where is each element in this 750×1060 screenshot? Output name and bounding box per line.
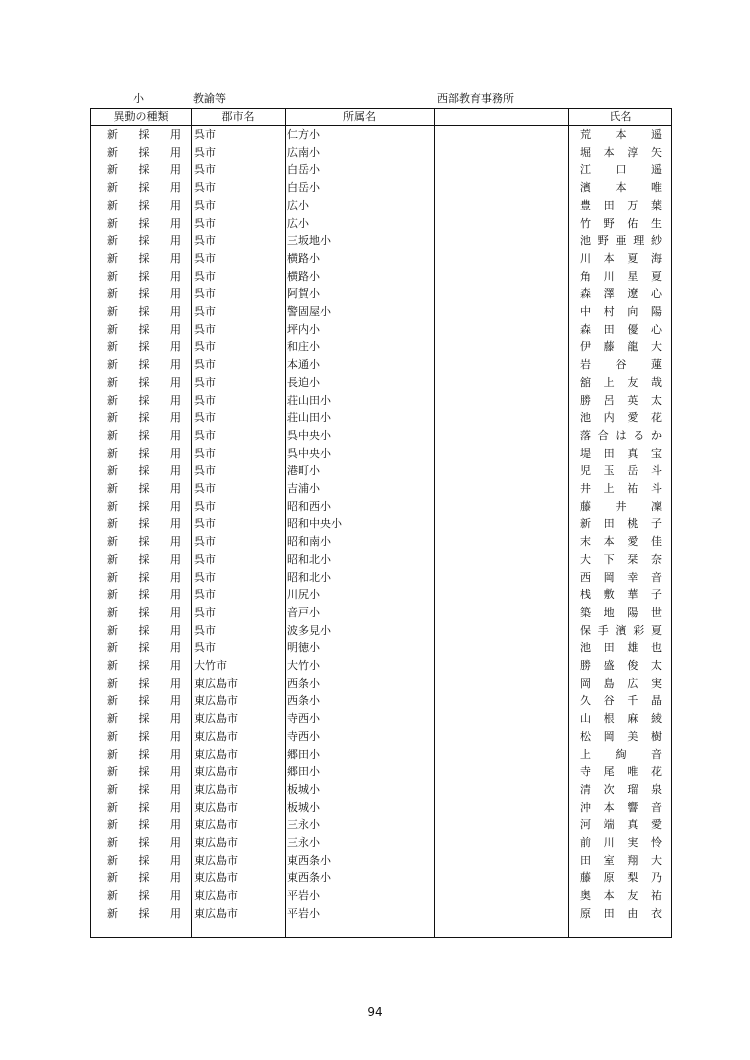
- row-name: 原 田 由 衣: [580, 906, 662, 920]
- row-name: 江 口 遥: [580, 163, 662, 177]
- table-row: [91, 586, 671, 604]
- row-name: 寺 尾 唯 花: [580, 765, 662, 779]
- row-kind: 新 採 用: [107, 818, 181, 832]
- row-kind: 新 採 用: [107, 393, 181, 407]
- table-row: [91, 533, 671, 551]
- table-row: [91, 799, 671, 817]
- row-name: 井 上 祐 斗: [580, 482, 662, 495]
- row-school: 郷田小: [287, 765, 320, 779]
- row-school: 寺西小: [287, 729, 320, 743]
- row-name: 中 村 向 陽: [580, 305, 662, 318]
- table-row: [91, 675, 671, 693]
- row-city: 呉市: [194, 517, 216, 531]
- row-name: 藤 原 梨 乃: [580, 871, 662, 885]
- table-row: [91, 268, 671, 286]
- row-school: 音戸小: [287, 605, 320, 619]
- table-row: [91, 746, 671, 764]
- row-name: 森 田 優 心: [580, 322, 662, 336]
- row-kind: 新 採 用: [107, 535, 181, 549]
- row-city: 呉市: [194, 269, 216, 283]
- row-school: 東西条小: [287, 871, 331, 885]
- row-school: 長迫小: [287, 375, 320, 389]
- row-kind: 新 採 用: [107, 694, 181, 708]
- row-name: 前 川 実 怜: [580, 836, 662, 849]
- row-kind: 新 採 用: [107, 729, 181, 743]
- table-row: [91, 852, 671, 870]
- table-row: [91, 462, 671, 480]
- row-school: 広小: [287, 216, 309, 230]
- row-city: 大竹市: [194, 659, 227, 672]
- row-kind: 新 採 用: [107, 375, 181, 389]
- row-city: 呉市: [194, 128, 216, 141]
- row-school: 広南小: [287, 145, 320, 159]
- row-kind: 新 採 用: [107, 251, 181, 265]
- row-school: 大竹小: [287, 659, 320, 672]
- row-kind: 新 採 用: [107, 145, 181, 159]
- row-school: 西条小: [287, 676, 320, 690]
- row-name: 上 絢 音: [580, 747, 662, 761]
- row-kind: 新 採 用: [107, 322, 181, 336]
- row-name: 岩 谷 蓮: [580, 358, 662, 372]
- row-name: 川 本 夏 海: [580, 251, 662, 265]
- row-school: 昭和北小: [287, 570, 331, 584]
- row-city: 呉市: [194, 464, 216, 478]
- row-kind: 新 採 用: [107, 411, 181, 425]
- row-name: 落 合 は る か: [580, 428, 662, 442]
- column-header-kind: 異動の種類: [113, 110, 169, 123]
- table-row: [91, 285, 671, 303]
- personnel-table: [90, 108, 672, 938]
- row-school: 板城小: [287, 782, 320, 796]
- row-school: 板城小: [287, 800, 320, 814]
- row-name: 竹 野 佑 生: [580, 216, 662, 230]
- row-city: 呉市: [194, 428, 216, 442]
- table-row: [91, 374, 671, 392]
- row-school: 郷田小: [287, 747, 320, 761]
- row-city: 東広島市: [194, 765, 238, 779]
- row-city: 呉市: [194, 340, 216, 354]
- row-city: 東広島市: [194, 729, 238, 743]
- row-school: 波多見小: [287, 623, 331, 637]
- row-kind: 新 採 用: [107, 836, 181, 849]
- row-school: 坪内小: [287, 322, 320, 336]
- row-kind: 新 採 用: [107, 871, 181, 885]
- row-name: 西 岡 幸 音: [580, 570, 662, 584]
- row-kind: 新 採 用: [107, 216, 181, 230]
- table-row: [91, 338, 671, 356]
- row-city: 東広島市: [194, 818, 238, 832]
- row-kind: 新 採 用: [107, 800, 181, 814]
- row-name: 堀 本 淳 矢: [580, 145, 662, 159]
- table-row: [91, 303, 671, 321]
- row-school: 平岩小: [287, 906, 320, 920]
- column-header-city: 郡市名: [221, 110, 255, 123]
- header-level: 小: [133, 92, 144, 105]
- table-row: [91, 622, 671, 640]
- table-row: [91, 445, 671, 463]
- row-city: 東広島市: [194, 782, 238, 796]
- page-number: 94: [367, 1005, 383, 1019]
- row-kind: 新 採 用: [107, 623, 181, 637]
- table-row: [91, 639, 671, 657]
- row-kind: 新 採 用: [107, 305, 181, 318]
- table-row: [91, 692, 671, 710]
- row-city: 呉市: [194, 145, 216, 159]
- row-kind: 新 採 用: [107, 234, 181, 248]
- row-city: 呉市: [194, 482, 216, 495]
- row-city: 呉市: [194, 251, 216, 265]
- row-city: 呉市: [194, 198, 216, 212]
- column-header-name: 氏名: [609, 110, 632, 123]
- table-row: [91, 834, 671, 852]
- row-kind: 新 採 用: [107, 198, 181, 212]
- row-city: 呉市: [194, 375, 216, 389]
- row-kind: 新 採 用: [107, 676, 181, 690]
- row-kind: 新 採 用: [107, 889, 181, 903]
- table-row: [91, 515, 671, 533]
- row-name: 松 岡 美 樹: [580, 729, 662, 743]
- row-city: 呉市: [194, 216, 216, 230]
- row-city: 呉市: [194, 305, 216, 318]
- row-city: 呉市: [194, 535, 216, 549]
- row-name: 池 内 愛 花: [580, 411, 662, 425]
- table-row: [91, 905, 671, 923]
- table-row: [91, 356, 671, 374]
- table-row: [91, 409, 671, 427]
- row-name: 保 手 濱 彩 夏: [580, 623, 662, 637]
- row-school: 横路小: [287, 251, 320, 265]
- row-name: 勝 呂 英 太: [580, 393, 662, 407]
- table-row: [91, 161, 671, 179]
- row-school: 三永小: [287, 818, 320, 832]
- row-name: 角 川 星 夏: [580, 269, 662, 283]
- row-school: 荘山田小: [287, 411, 331, 425]
- row-city: 東広島市: [194, 694, 238, 708]
- row-kind: 新 採 用: [107, 181, 181, 195]
- row-kind: 新 採 用: [107, 605, 181, 619]
- row-kind: 新 採 用: [107, 853, 181, 867]
- row-kind: 新 採 用: [107, 747, 181, 761]
- row-city: 呉市: [194, 234, 216, 248]
- row-school: 明徳小: [287, 641, 320, 655]
- row-kind: 新 採 用: [107, 128, 181, 141]
- row-school: 横路小: [287, 269, 320, 283]
- row-kind: 新 採 用: [107, 659, 181, 672]
- row-school: 本通小: [287, 358, 320, 372]
- table-row: [91, 816, 671, 834]
- row-school: 白岳小: [287, 163, 320, 177]
- table-row: [91, 232, 671, 250]
- row-school: 東西条小: [287, 853, 331, 867]
- row-kind: 新 採 用: [107, 269, 181, 283]
- row-city: 東広島市: [194, 836, 238, 849]
- row-name: 堤 田 真 宝: [580, 446, 662, 460]
- table-row: [91, 781, 671, 799]
- row-kind: 新 採 用: [107, 552, 181, 566]
- row-city: 呉市: [194, 588, 216, 602]
- row-city: 呉市: [194, 446, 216, 460]
- row-school: 広小: [287, 198, 309, 212]
- row-school: 白岳小: [287, 181, 320, 195]
- row-school: 呉中央小: [287, 428, 331, 442]
- row-city: 呉市: [194, 641, 216, 655]
- table-row: [91, 657, 671, 675]
- row-name: 舘 上 友 哉: [580, 375, 662, 389]
- row-kind: 新 採 用: [107, 464, 181, 478]
- row-name: 奥 本 友 祐: [580, 889, 662, 903]
- row-name: 伊 藤 龍 大: [580, 340, 662, 354]
- row-city: 東広島市: [194, 889, 238, 903]
- table-row: [91, 144, 671, 162]
- row-name: 河 端 真 愛: [580, 818, 662, 832]
- row-kind: 新 採 用: [107, 570, 181, 584]
- row-city: 呉市: [194, 411, 216, 425]
- row-school: 川尻小: [287, 588, 320, 602]
- row-school: 平岩小: [287, 889, 320, 903]
- row-school: 西条小: [287, 694, 320, 708]
- table-row: [91, 215, 671, 233]
- row-name: 岡 島 広 実: [580, 676, 662, 690]
- table-row: [91, 763, 671, 781]
- row-city: 呉市: [194, 499, 216, 513]
- table-row: [91, 126, 671, 144]
- row-name: 勝 盛 俊 太: [580, 659, 662, 672]
- row-city: 呉市: [194, 605, 216, 619]
- table-row: [91, 321, 671, 339]
- row-name: 森 澤 遼 心: [580, 287, 662, 301]
- row-name: 末 本 愛 佳: [580, 535, 662, 549]
- row-kind: 新 採 用: [107, 482, 181, 495]
- table-row: [91, 179, 671, 197]
- table-row: [91, 427, 671, 445]
- table-row: [91, 392, 671, 410]
- row-kind: 新 採 用: [107, 765, 181, 779]
- row-school: 阿賀小: [287, 287, 320, 301]
- row-city: 東広島市: [194, 676, 238, 690]
- row-kind: 新 採 用: [107, 517, 181, 531]
- row-name: 池 野 亜 理 紗: [580, 234, 662, 248]
- row-name: 新 田 桃 子: [580, 517, 662, 531]
- row-school: 荘山田小: [287, 393, 331, 407]
- row-name: 清 次 瑠 泉: [580, 782, 662, 796]
- table-row: [91, 197, 671, 215]
- header-office: 西部教育事務所: [437, 92, 514, 105]
- row-name: 豊 田 万 葉: [580, 198, 662, 212]
- row-school: 港町小: [287, 464, 320, 478]
- row-kind: 新 採 用: [107, 358, 181, 372]
- row-city: 東広島市: [194, 800, 238, 814]
- row-school: 和庄小: [287, 340, 320, 354]
- row-name: 田 室 翔 大: [580, 853, 662, 867]
- row-city: 呉市: [194, 287, 216, 301]
- row-school: 呉中央小: [287, 446, 331, 460]
- row-school: 三坂地小: [287, 234, 331, 248]
- table-row: [91, 604, 671, 622]
- row-kind: 新 採 用: [107, 499, 181, 513]
- row-name: 桟 敷 華 子: [580, 588, 662, 602]
- row-city: 東広島市: [194, 871, 238, 885]
- table-row: [91, 728, 671, 746]
- row-city: 呉市: [194, 181, 216, 195]
- header-job-type: 教諭等: [193, 92, 226, 105]
- table-row: [91, 250, 671, 268]
- row-name: 荒 本 遥: [580, 128, 662, 141]
- table-row: [91, 480, 671, 498]
- row-kind: 新 採 用: [107, 428, 181, 442]
- row-school: 仁方小: [287, 128, 320, 141]
- row-city: 東広島市: [194, 712, 238, 726]
- row-kind: 新 採 用: [107, 446, 181, 460]
- table-row: [91, 569, 671, 587]
- table-row: [91, 498, 671, 516]
- row-city: 呉市: [194, 393, 216, 407]
- row-school: 吉浦小: [287, 482, 320, 495]
- row-school: 昭和北小: [287, 552, 331, 566]
- row-school: 昭和西小: [287, 499, 331, 513]
- row-kind: 新 採 用: [107, 641, 181, 655]
- row-school: 寺西小: [287, 712, 320, 726]
- row-school: 昭和南小: [287, 535, 331, 549]
- row-kind: 新 採 用: [107, 712, 181, 726]
- table-row: [91, 551, 671, 569]
- row-kind: 新 採 用: [107, 163, 181, 177]
- row-kind: 新 採 用: [107, 588, 181, 602]
- row-city: 呉市: [194, 163, 216, 177]
- row-name: 児 玉 岳 斗: [580, 464, 662, 478]
- row-name: 藤 井 凜: [580, 499, 662, 513]
- row-school: 昭和中央小: [287, 517, 342, 531]
- row-name: 築 地 陽 世: [580, 605, 662, 619]
- row-city: 呉市: [194, 358, 216, 372]
- row-kind: 新 採 用: [107, 906, 181, 920]
- row-name: 濱 本 唯: [580, 181, 662, 195]
- column-header-school: 所属名: [343, 110, 376, 123]
- row-kind: 新 採 用: [107, 287, 181, 301]
- row-city: 呉市: [194, 552, 216, 566]
- row-city: 呉市: [194, 623, 216, 637]
- row-city: 呉市: [194, 570, 216, 584]
- row-city: 呉市: [194, 322, 216, 336]
- row-kind: 新 採 用: [107, 782, 181, 796]
- row-name: 池 田 雄 也: [580, 641, 662, 655]
- row-kind: 新 採 用: [107, 340, 181, 354]
- row-school: 警固屋小: [287, 305, 331, 318]
- row-city: 東広島市: [194, 853, 238, 867]
- table-row: [91, 710, 671, 728]
- table-row: [91, 887, 671, 905]
- row-city: 東広島市: [194, 747, 238, 761]
- table-row: [91, 869, 671, 887]
- row-name: 山 根 麻 綾: [580, 712, 662, 726]
- row-school: 三永小: [287, 836, 320, 849]
- row-name: 大 下 栞 奈: [580, 552, 662, 566]
- row-name: 久 谷 千 晶: [580, 694, 662, 708]
- row-name: 沖 本 響 音: [580, 800, 662, 814]
- row-city: 東広島市: [194, 906, 238, 920]
